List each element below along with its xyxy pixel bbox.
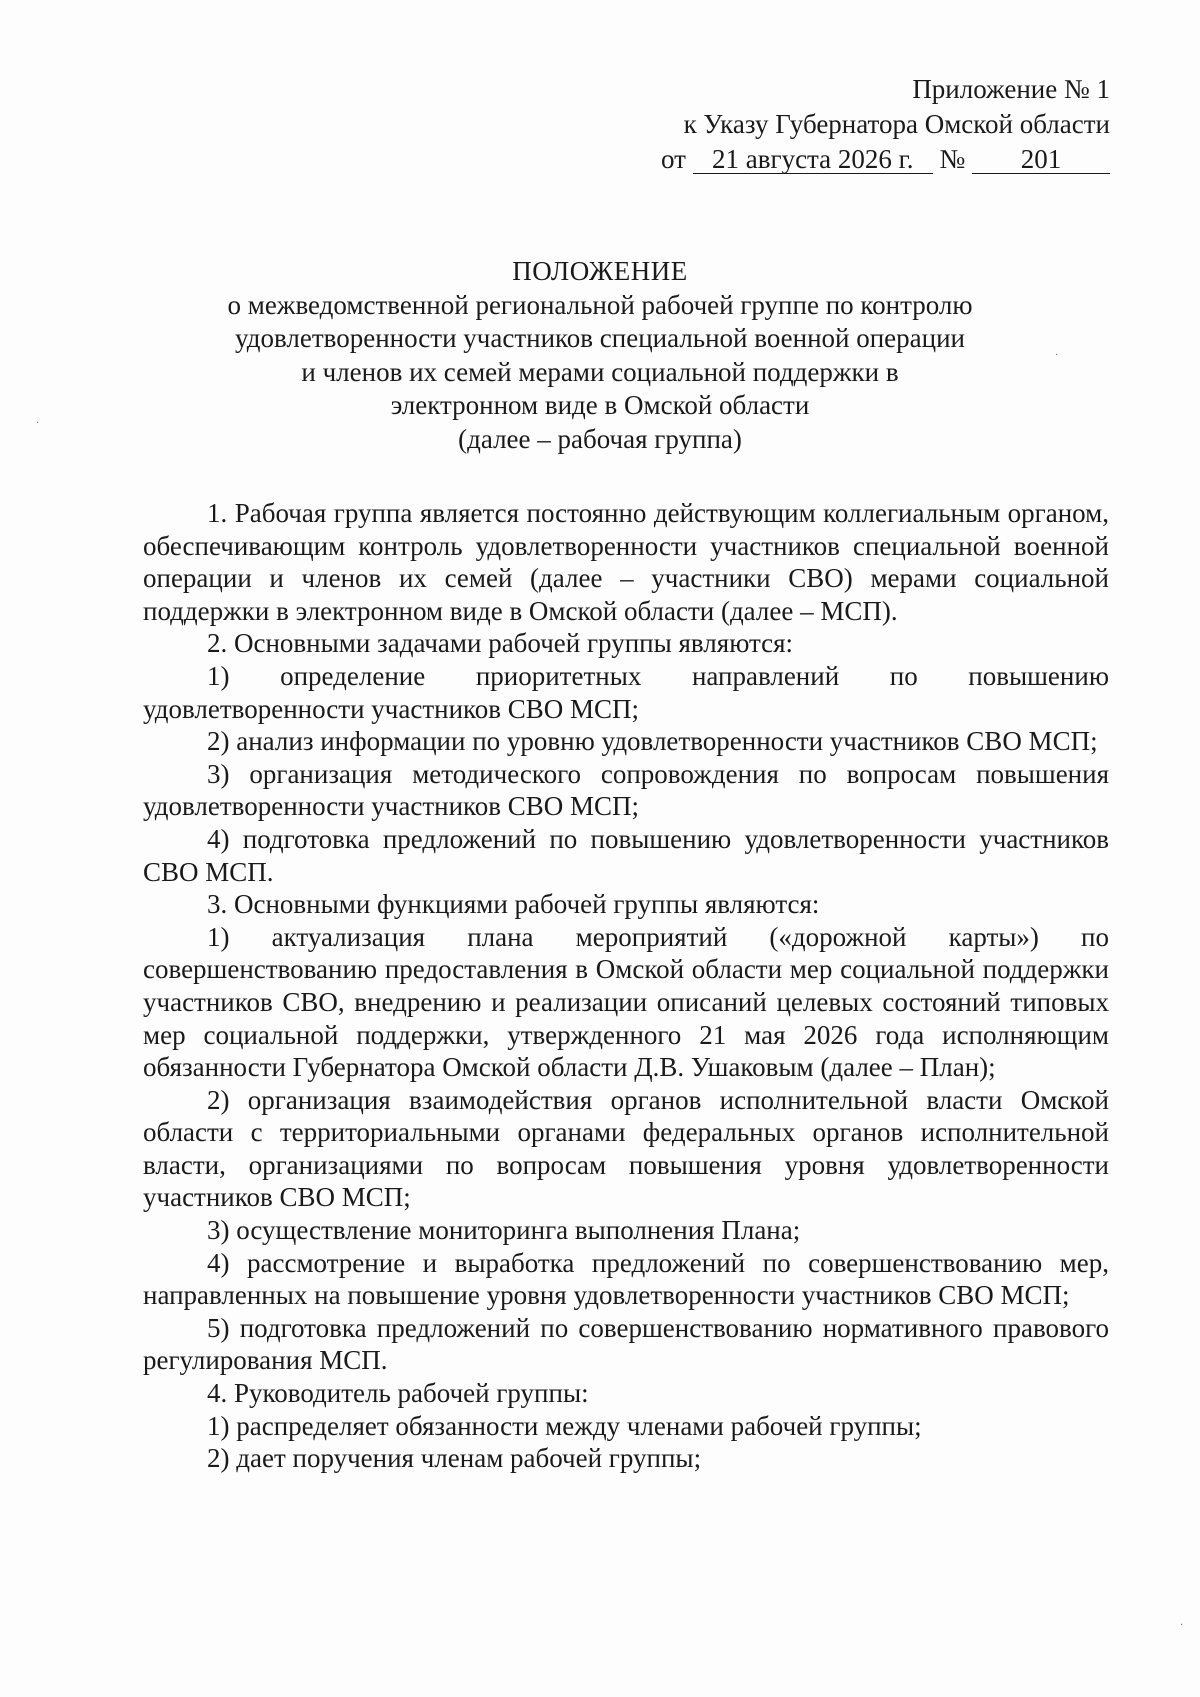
scan-speck: · <box>36 418 40 429</box>
number-label: № <box>939 144 966 174</box>
paragraph-4-item-1: 1) распределяет обязанности между членами рабочей группы; <box>207 1410 922 1441</box>
document-subtitle-line: и членов их семей мерами социальной поддержки в <box>301 356 899 387</box>
paragraph-2-item-1: 1) определение приоритетных направлений по повышению удовлетворенности участников СВО МСП; <box>143 660 1109 724</box>
decree-date: 21 августа 2026 г. <box>693 145 933 174</box>
paragraph-2: 2. Основными задачами рабочей группы являются: <box>207 628 794 659</box>
document-title: ПОЛОЖЕНИЕ <box>512 256 688 286</box>
document-body <box>143 497 1109 1475</box>
paragraph-3-item-3: 3) осуществление мониторинга выполнения Плана; <box>207 1215 801 1246</box>
paragraph-2-item-3: 3) организация методического сопровождения по вопросам повышения удовлетворенности участников СВО МСП; <box>143 758 1109 822</box>
paragraph-3-item-4: 4) рассмотрение и выработка предложений по совершенствованию мер, направленных на повышение уровня удовлетворенности участников СВО МСП; <box>143 1247 1109 1311</box>
document-subtitle-line: (далее – рабочая группа) <box>458 423 742 454</box>
appendix-date-line <box>661 142 1110 177</box>
document-subtitle-line: о межведомственной региональной рабочей группе по контролю <box>227 289 973 320</box>
date-prefix: от <box>661 144 686 174</box>
document-subtitle-line: удовлетворенности участников специальной военной операции <box>235 323 965 353</box>
paragraph-2-item-2: 2) анализ информации по уровню удовлетворенности участников СВО МСП; <box>207 726 1098 757</box>
document-title-block <box>0 255 1200 456</box>
document-subtitle-line: электронном виде в Омской области <box>390 390 810 420</box>
scan-speck: · <box>1055 350 1059 361</box>
paragraph-3-item-2: 2) организация взаимодействия органов исполнительной власти Омской области с территориальными органами федеральных органов исполнительной власти, организациями по вопросам повышения уровня удовлетворенности участников СВО МСП; <box>143 1084 1109 1213</box>
paragraph-1: 1. Рабочая группа является постоянно действующим коллегиальным органом, обеспечивающим контроль удовлетворенности участников специальной военной операции и членов их семей (далее – участники СВО) мерами социальной поддержки в электронном виде в Омской области (далее – МСП). <box>143 498 1109 626</box>
scan-speck: · <box>1180 1620 1184 1631</box>
paragraph-4-item-2: 2) дает поручения членам рабочей группы; <box>207 1443 702 1474</box>
paragraph-3-item-1: 1) актуализация плана мероприятий («дорожной карты») по совершенствованию предоставления в Омской области мер социальной поддержки участников СВО, внедрению и реализации описаний целевых состояний типовых мер социальной поддержки, утвержденного 21 мая 2026 года исполняющим обязанности Губернатора Омской области Д.В. Ушаковым (далее – План); <box>143 921 1109 1083</box>
paragraph-4: 4. Руководитель рабочей группы: <box>207 1378 589 1409</box>
paragraph-3: 3. Основными функциями рабочей группы являются: <box>207 889 820 920</box>
paragraph-3-item-5: 5) подготовка предложений по совершенствованию нормативного правового регулирования МСП. <box>143 1312 1109 1376</box>
appendix-header <box>661 72 1110 177</box>
paragraph-2-item-4: 4) подготовка предложений по повышению удовлетворенности участников СВО МСП. <box>143 823 1109 887</box>
appendix-number: Приложение № 1 <box>912 74 1110 104</box>
decree-number: 201 <box>972 145 1110 174</box>
appendix-decree-reference: к Указу Губернатора Омской области <box>683 109 1110 139</box>
